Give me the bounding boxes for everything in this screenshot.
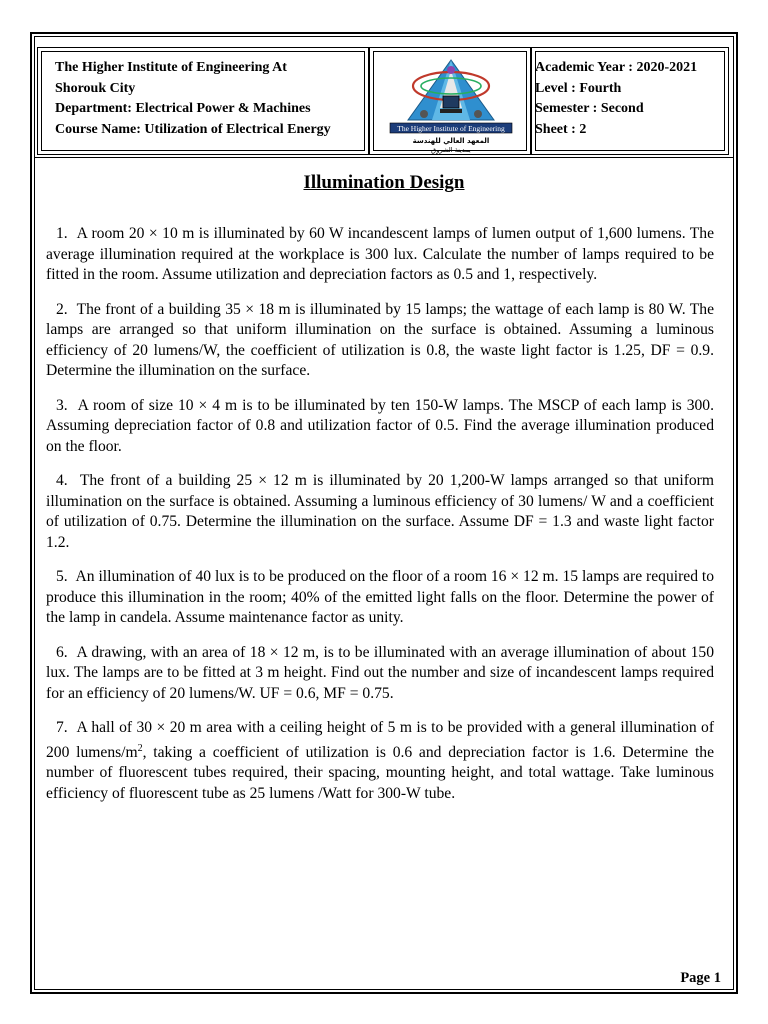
institute-name: The Higher Institute of Engineering At — [55, 60, 287, 75]
institute-info-box — [37, 47, 369, 155]
question-list — [46, 224, 714, 818]
institute-logo — [370, 48, 532, 156]
logo-arabic-line-2: بمدينة الشروق — [431, 146, 471, 154]
logo-box — [369, 47, 531, 155]
question-3: 3. A room of size 10 × 4 m is to be illuminated by ten 150-W lamps. The MSCP of each lamp is 300. Assuming depreciation factor of 0.8 and utilization factor of 0.5. Find the average illumination produced on the floor. — [46, 396, 714, 455]
course-name: Course Name: Utilization of Electrical Energy — [55, 121, 331, 137]
institute-city: Shorouk City — [55, 80, 136, 96]
logo-banner-text: The Higher Institute of Engineering — [397, 124, 505, 133]
document-header — [34, 47, 734, 157]
page-number: Page 1 — [680, 970, 721, 986]
question-4: 4. The front of a building 25 × 12 m is illuminated by 20 1,200-W lamps arranged so that uniform illumination on the surface is obtained. Assuming a luminous efficiency of 30 lumens/ W and a coefficient of utilization of 0.75. Determine the illumination on the surface. Assume DF = 1.3 and waste light factor 1.2. — [46, 472, 715, 551]
level: Level : Fourth — [535, 80, 622, 96]
question-2: 2. The front of a building 35 × 18 m is illuminated by 15 lamps; the wattage of each lamp is 80 W. The lamps are arranged so that uniform illumination on the surface is obtained. Assuming a luminous efficiency of 20 lumens/W, the coefficient of utilization is 0.8, the waste light factor is 1.25, DF = 0.9. Determine the illumination on the surface. — [46, 300, 714, 379]
question-6: 6. A drawing, with an area of 18 × 12 m, is to be illuminated with an average illumination of about 150 lux. The lamps are to be fitted at 3 m height. Find out the number and size of incandescent lamps required for an efficiency of 20 lumens/W. UF = 0.6, MF = 0.75. — [46, 643, 714, 702]
question-5: 5. An illumination of 40 lux is to be produced on the floor of a room 16 × 12 m. 15 lamps are required to produce this illumination in the room; 40% of the emitted light falls on the floor. Determine the power of the lamp in candela. Assume maintenance factor as unity. — [46, 568, 715, 626]
department: Department: Electrical Power & Machines — [55, 101, 311, 116]
page-title: Illumination Design — [303, 172, 465, 193]
semester: Semester : Second — [535, 101, 644, 116]
question-1: 1. A room 20 × 10 m is illuminated by 60 W incandescent lamps of lumen output of 1,600 lumens. The average illumination required at the workplace is 300 lux. Calculate the number of lamps required to be fitted in the room. Assume utilization and depreciation factors as 0.5 and 1, respectively. — [46, 225, 715, 283]
question-7: 7. A hall of 30 × 20 m area with a ceiling height of 5 m is to be provided with a general illumination of 200 lumens/$m^2$, taking a coefficient of utilization is 0.6 and depreciation factor is 1.6. Determine the number of fluorescent tubes required, their spacing, mounting height, and total wattage. Take luminous efficiency of fluorescent tube as 25 lumens /Watt for 300-W tube. — [46, 719, 715, 802]
sheet-number: Sheet : 2 — [535, 121, 587, 137]
academic-year: Academic Year : 2020-2021 — [535, 60, 698, 75]
academic-info-box — [531, 47, 729, 155]
logo-arabic-line-1: المعهد العالي للهندسة — [412, 137, 490, 145]
header-divider — [34, 157, 734, 158]
